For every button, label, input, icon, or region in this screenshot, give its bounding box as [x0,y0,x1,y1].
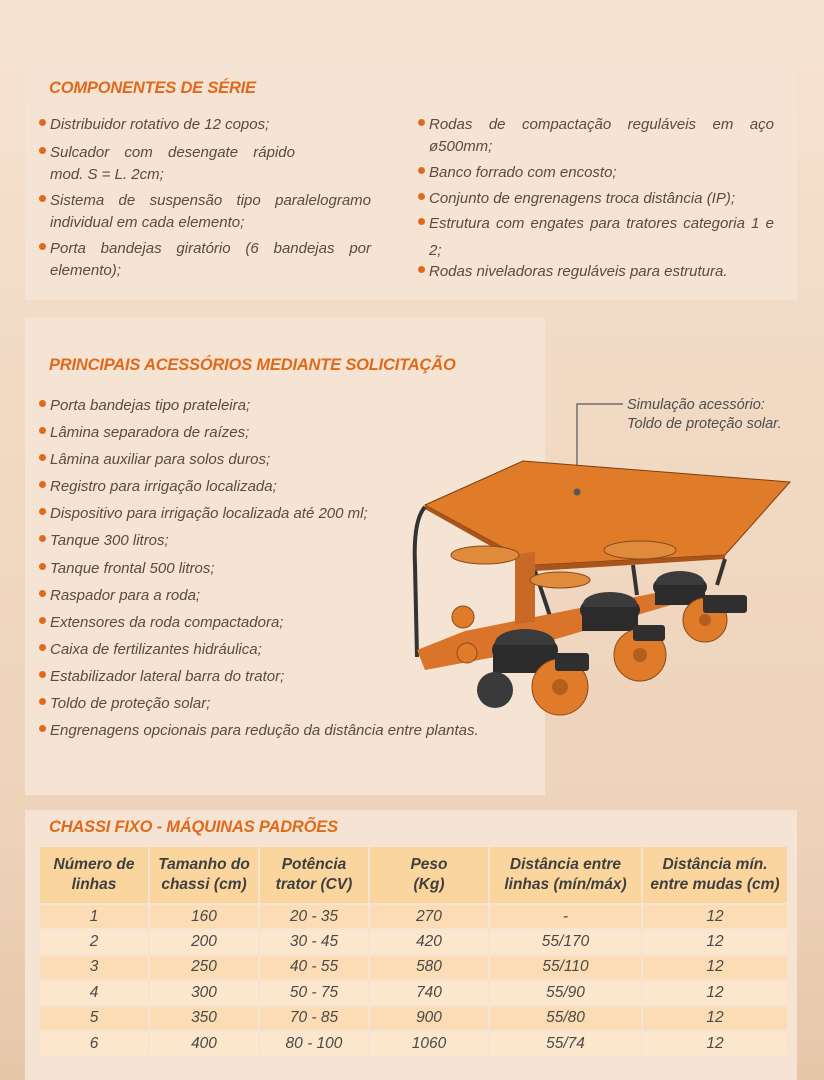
table-cell: 55/74 [489,1031,642,1056]
table-cell: 1060 [369,1031,489,1056]
table-cell: 50 - 75 [259,980,369,1005]
bullet-icon [418,119,425,126]
bullet-icon [39,481,46,488]
accessories-title: PRINCIPAIS ACESSÓRIOS MEDIANTE SOLICITAÇÃO [49,356,456,374]
table-cell: 350 [149,1006,259,1031]
list-item: Sulcador com desengate rápido mod. S = L. 2cm; [39,142,371,186]
table-row [39,904,788,929]
bullet-icon [39,535,46,542]
bullet-icon [39,400,46,407]
table-cell: 40 - 55 [259,955,369,980]
bullet-icon [39,427,46,434]
table-cell: 30 - 45 [259,929,369,954]
table-cell: 12 [642,980,788,1005]
bullet-icon [39,119,46,126]
bullet-icon [39,147,46,154]
table-cell: 580 [369,955,489,980]
bullet-icon [39,243,46,250]
bullet-icon [39,725,46,732]
list-item: Toldo de proteção solar; [39,690,539,717]
list-item: Rodas de compactação reguláveis em aço ø500mm; [418,114,774,158]
table-cell: 270 [369,904,489,929]
list-item: Estabilizador lateral barra do trator; [39,663,539,690]
table-cell: - [489,904,642,929]
list-item: Caixa de fertilizantes hidráulica; [39,636,539,663]
table-header-row [39,846,788,904]
bullet-icon [39,617,46,624]
series-left-list [39,114,371,282]
bullet-icon [39,195,46,202]
bullet-icon [39,508,46,515]
table-cell: 900 [369,1006,489,1031]
table-cell: 420 [369,929,489,954]
table-cell: 70 - 85 [259,1006,369,1031]
table-row [39,1006,788,1031]
table-cell: 2 [39,929,149,954]
series-components-title: COMPONENTES DE SÉRIE [49,79,256,97]
planter-machine-illustration [405,395,820,750]
list-item: Lâmina auxiliar para solos duros; [39,446,539,473]
chassi-specs-table [38,845,789,1057]
bullet-icon [39,644,46,651]
table-cell: 12 [642,929,788,954]
canopy-pole [415,507,425,657]
bullet-icon [418,218,425,225]
list-item: Dispositivo para irrigação localizada até 200 ml; [39,500,539,527]
table-row [39,980,788,1005]
list-item: Registro para irrigação localizada; [39,473,539,500]
list-item: Sistema de suspensão tipo paralelogramo individual em cada elemento; [39,190,371,234]
planting-unit [653,571,747,642]
list-item: Raspador para a roda; [39,582,539,609]
column-header: Distância mín. entre mudas (cm) [642,846,788,904]
bullet-icon [418,167,425,174]
table-cell: 55/90 [489,980,642,1005]
list-item: Tanque frontal 500 litros; [39,555,539,582]
list-item: Rodas niveladoras reguláveis para estrutura. [418,261,774,283]
table-cell: 5 [39,1006,149,1031]
column-header: Tamanho do chassi (cm) [149,846,259,904]
table-cell: 12 [642,1006,788,1031]
table-cell: 1 [39,904,149,929]
canopy-callout: Simulação acessório: Toldo de proteção solar. [627,397,782,432]
table-cell: 80 - 100 [259,1031,369,1056]
column-header: Distância entre linhas (mín/máx) [489,846,642,904]
bullet-icon [418,266,425,273]
table-cell: 200 [149,929,259,954]
table-row [39,955,788,980]
three-point-hitch [515,552,535,625]
series-right-list [418,114,774,283]
chassi-title: CHASSI FIXO - MÁQUINAS PADRÕES [49,818,338,836]
column-header: Potência trator (CV) [259,846,369,904]
table-row [39,1031,788,1056]
list-item: Engrenagens opcionais para redução da distância entre plantas. [39,717,539,744]
list-item: Banco forrado com encosto; [418,162,774,184]
table-cell: 12 [642,955,788,980]
list-item: Conjunto de engrenagens troca distância (IP); [418,188,774,210]
table-row [39,929,788,954]
table-cell: 55/110 [489,955,642,980]
table-cell: 740 [369,980,489,1005]
list-item: Porta bandejas tipo prateleira; [39,392,539,419]
list-item: Estrutura com engates para tratores categoria 1 e 2; [418,210,774,264]
list-item: Distribuidor rotativo de 12 copos; [39,114,371,136]
column-header: Número de linhas [39,846,149,904]
canopy-pole [633,565,637,595]
table-cell: 250 [149,955,259,980]
table-cell: 3 [39,955,149,980]
table-cell: 12 [642,904,788,929]
list-item: Lâmina separadora de raízes; [39,419,539,446]
list-item: Extensores da roda compactadora; [39,609,539,636]
table-cell: 55/80 [489,1006,642,1031]
table-body [39,904,788,1056]
table-cell: 4 [39,980,149,1005]
list-item: Tanque 300 litros; [39,527,539,554]
bullet-icon [39,590,46,597]
bullet-icon [39,563,46,570]
table-cell: 400 [149,1031,259,1056]
table-cell: 6 [39,1031,149,1056]
column-header: Peso (Kg) [369,846,489,904]
table-cell: 55/170 [489,929,642,954]
bullet-icon [39,454,46,461]
bullet-icon [39,698,46,705]
table-cell: 12 [642,1031,788,1056]
table-cell: 20 - 35 [259,904,369,929]
list-item: Porta bandejas giratório (6 bandejas por elemento); [39,238,371,282]
bullet-icon [39,671,46,678]
table-cell: 300 [149,980,259,1005]
table-cell: 160 [149,904,259,929]
canopy-pole [717,559,725,585]
bullet-icon [418,193,425,200]
